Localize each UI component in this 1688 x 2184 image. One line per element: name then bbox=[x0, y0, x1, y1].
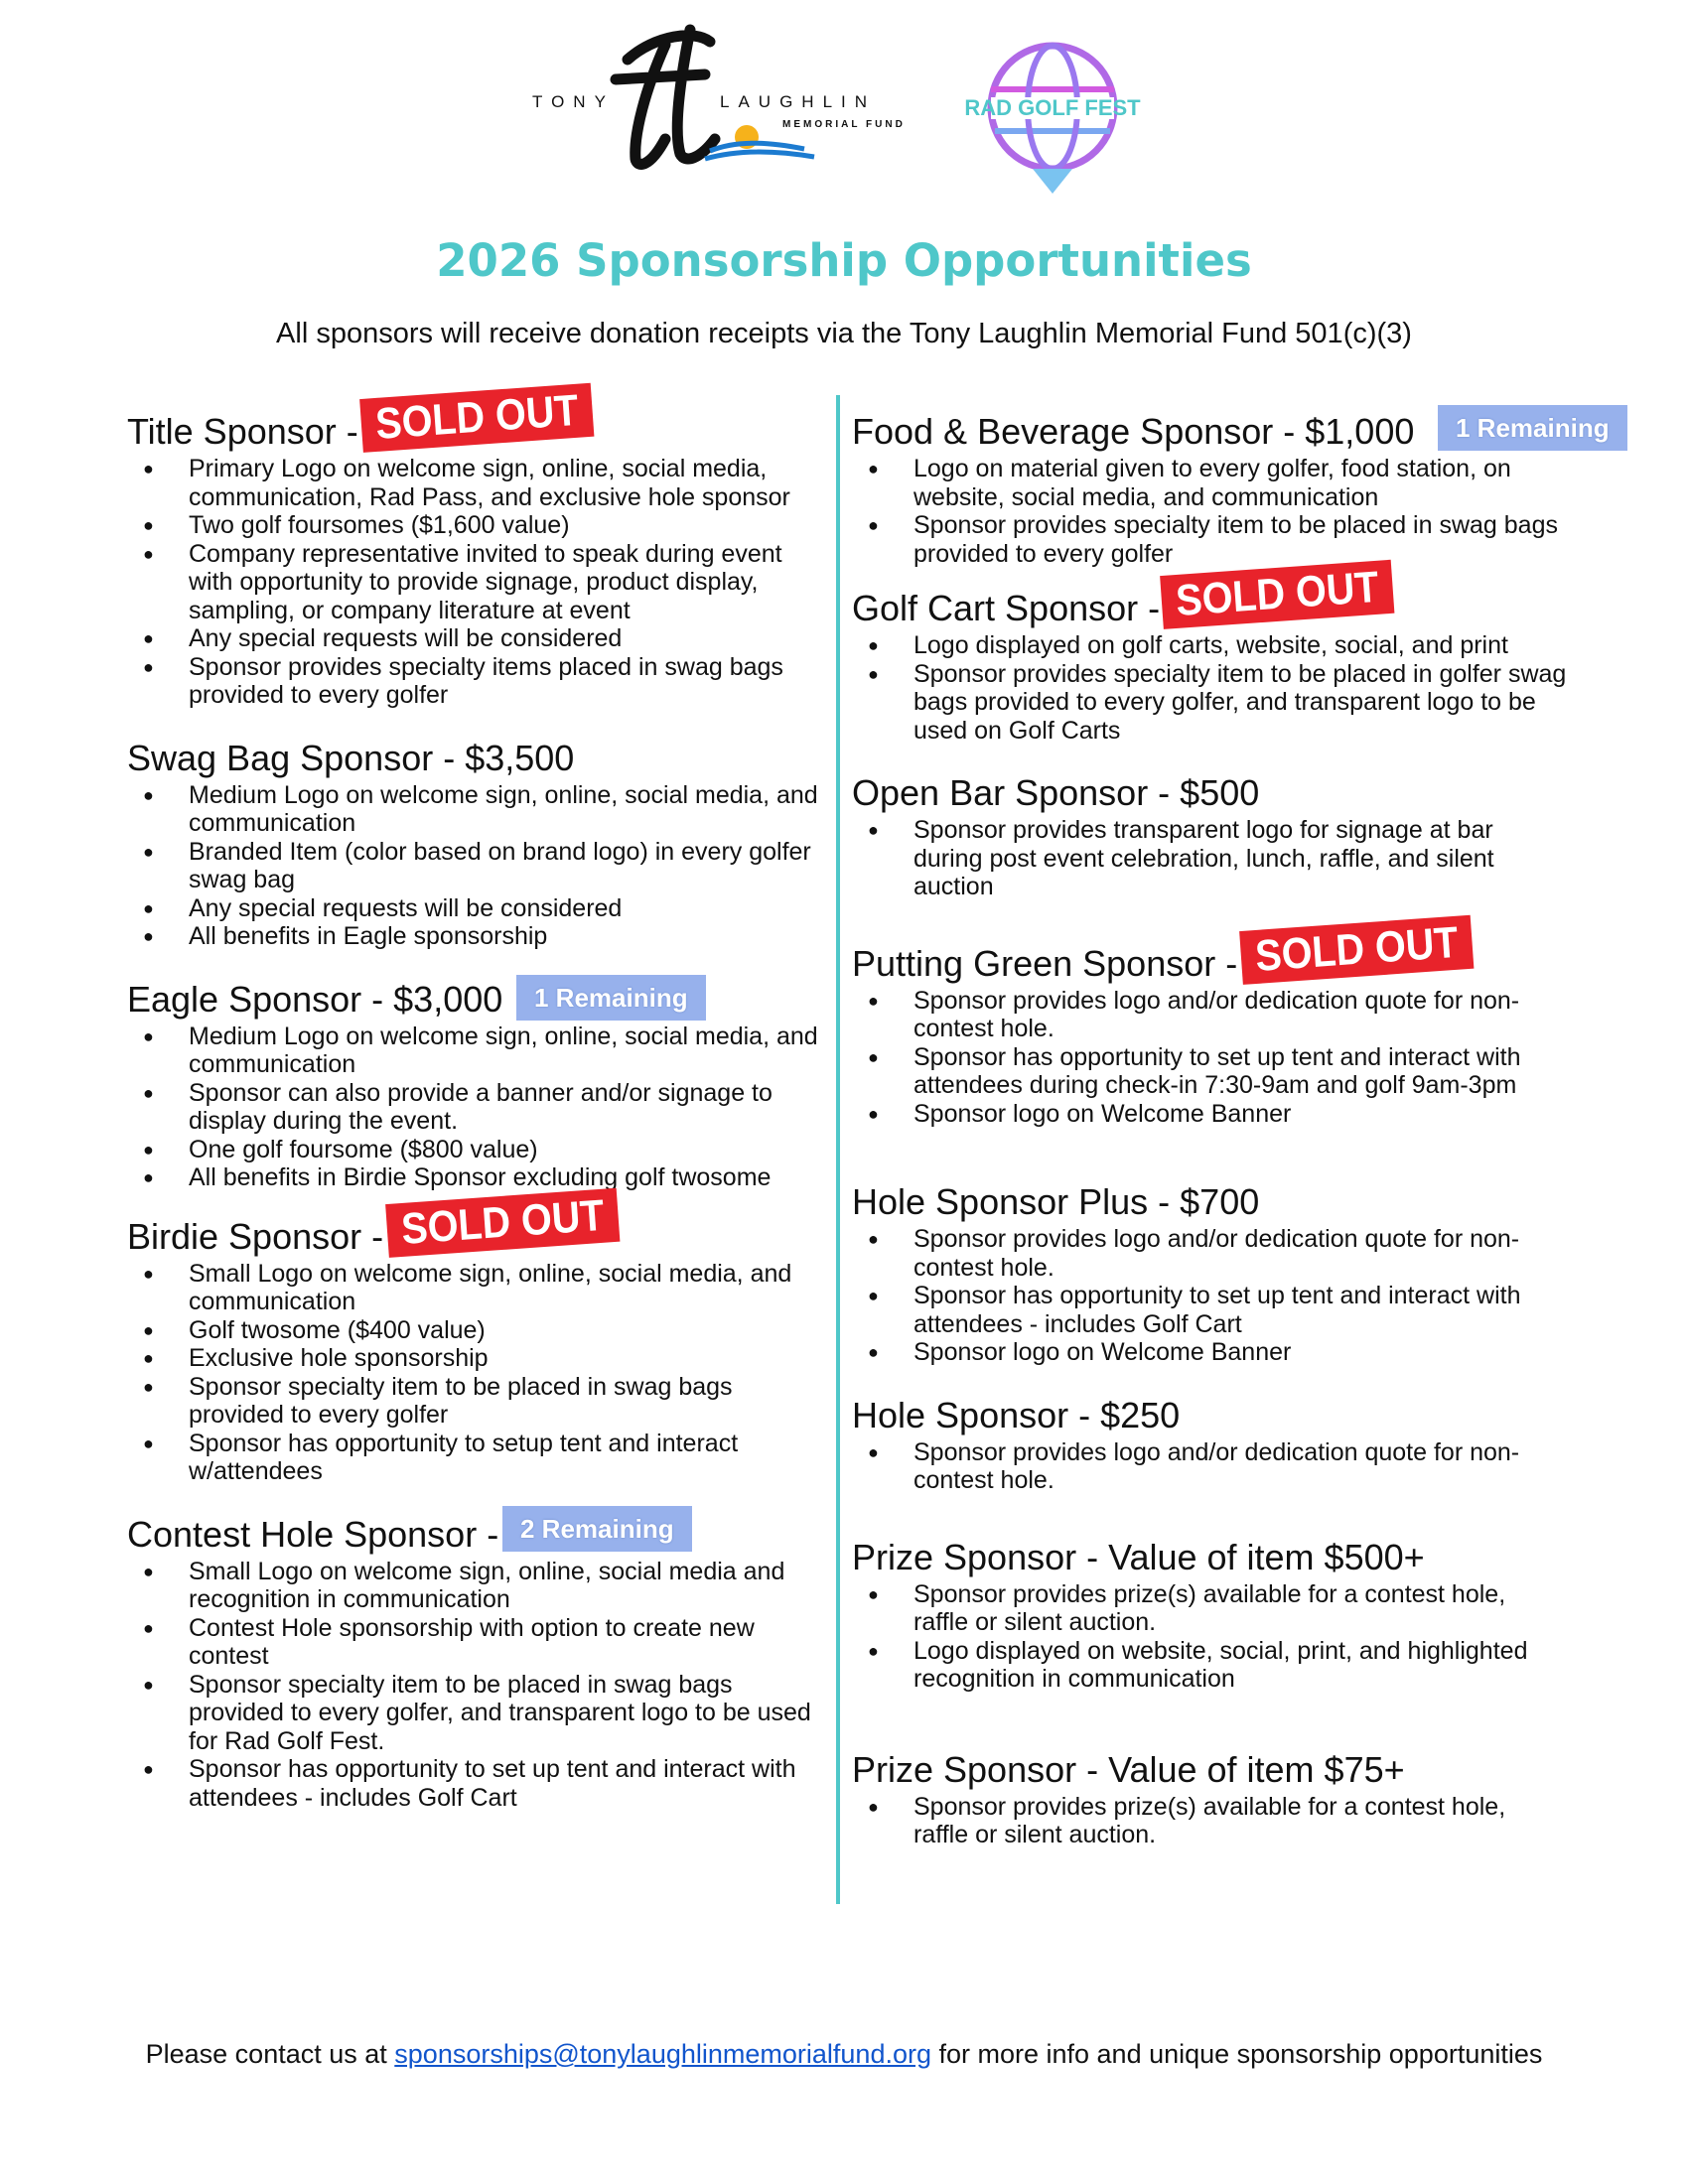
eagle-sponsor-section bbox=[127, 977, 822, 1192]
section-heading: Putting Green Sponsor - bbox=[852, 942, 1238, 984]
logo-mark-tl bbox=[616, 30, 715, 164]
section-heading: Hole Sponsor - $250 bbox=[852, 1394, 1181, 1435]
list-item: ● Sponsor has opportunity to set up tent and interact with attendees - includes Golf Cart bbox=[189, 1755, 822, 1812]
list-item: ● Sponsor logo on Welcome Banner bbox=[914, 1100, 1567, 1129]
footer-text-after: for more info and unique sponsorship opportunities bbox=[930, 2039, 1543, 2069]
benefit-list bbox=[127, 781, 822, 951]
section-heading: Golf Cart Sponsor - bbox=[852, 588, 1161, 628]
list-item: ● Sponsor provides prize(s) available for a contest hole, raffle or silent auction. bbox=[914, 1580, 1567, 1637]
benefit-list bbox=[852, 1225, 1567, 1367]
list-item: ● Logo on material given to every golfer, food station, on website, social media, and communication bbox=[914, 455, 1567, 511]
remaining-badge: 2 Remaining bbox=[502, 1506, 692, 1552]
prize-sponsor-500-section bbox=[852, 1535, 1567, 1694]
logo-text-tony: TONY bbox=[532, 92, 615, 111]
list-item: ● Sponsor provides transparent logo for signage at bar during post event celebration, lunch, raffle, and silent auction bbox=[914, 816, 1567, 901]
section-heading: Title Sponsor - bbox=[127, 411, 358, 452]
list-item: ● Sponsor specialty item to be placed in swag bags provided to every golfer, and transparent logo to be used for Rad Golf Fest. bbox=[189, 1671, 822, 1756]
page-subtitle: All sponsors will receive donation receipts via the Tony Laughlin Memorial Fund 501(c)(3) bbox=[276, 318, 1412, 349]
footer-text-before: Please contact us at bbox=[145, 2039, 395, 2069]
benefit-list bbox=[127, 1023, 822, 1192]
remaining-badge: 1 Remaining bbox=[1438, 405, 1627, 451]
putting-green-sponsor-section bbox=[852, 917, 1567, 1129]
logo-text-memorial-fund: MEMORIAL FUND bbox=[782, 119, 906, 130]
benefit-list bbox=[852, 1438, 1567, 1495]
section-heading: Hole Sponsor Plus - $700 bbox=[852, 1181, 1260, 1222]
left-column bbox=[127, 385, 822, 1812]
benefit-list bbox=[852, 1580, 1567, 1694]
sold-out-badge: SOLD OUT bbox=[385, 1187, 621, 1257]
list-item: ● All benefits in Birdie Sponsor excluding golf twosome bbox=[189, 1163, 822, 1192]
list-item: ● Branded Item (color based on brand logo) in every golfer swag bag bbox=[189, 838, 822, 894]
list-item: ● Sponsor provides specialty items placed in swag bags provided to every golfer bbox=[189, 653, 822, 710]
hole-sponsor-section bbox=[852, 1393, 1567, 1495]
section-heading: Swag Bag Sponsor - $3,500 bbox=[127, 737, 575, 778]
benefit-list bbox=[127, 1260, 822, 1486]
open-bar-sponsor-section bbox=[852, 770, 1567, 901]
title-sponsor-section bbox=[127, 385, 822, 710]
list-item: ● Sponsor provides specialty item to be placed in golfer swag bags provided to every golfer, and transparent logo to be used on Golf Carts bbox=[914, 660, 1567, 746]
section-heading: Eagle Sponsor - $3,000 bbox=[127, 978, 503, 1020]
benefit-list bbox=[852, 1793, 1567, 1849]
list-item: ● Sponsor provides logo and/or dedication quote for non-contest hole. bbox=[914, 987, 1567, 1043]
hole-sponsor-plus-section bbox=[852, 1179, 1567, 1367]
list-item: ● Sponsor logo on Welcome Banner bbox=[914, 1338, 1567, 1367]
tony-laughlin-logo bbox=[532, 30, 906, 164]
list-item: ● Medium Logo on welcome sign, online, social media, and communication bbox=[189, 781, 822, 838]
logo-text-laughlin: LAUGHLIN bbox=[720, 92, 877, 111]
rad-golf-fest-logo bbox=[964, 46, 1141, 194]
prize-sponsor-75-section bbox=[852, 1747, 1567, 1849]
section-heading: Open Bar Sponsor - $500 bbox=[852, 772, 1260, 813]
benefit-list bbox=[852, 631, 1567, 745]
column-divider bbox=[836, 395, 840, 1904]
list-item: ● Primary Logo on welcome sign, online, social media, communication, Rad Pass, and exclusive hole sponsor bbox=[189, 455, 822, 511]
section-heading: Contest Hole Sponsor - bbox=[127, 1513, 499, 1555]
list-item: ● Sponsor has opportunity to set up tent and interact with attendees during check-in 7:30-9am and golf 9am-3pm bbox=[914, 1043, 1567, 1100]
remaining-badge: 1 Remaining bbox=[516, 975, 706, 1021]
list-item: ● Sponsor specialty item to be placed in swag bags provided to every golfer bbox=[189, 1373, 822, 1430]
rad-golf-fest-text: RAD GOLF FEST bbox=[964, 95, 1141, 120]
right-column bbox=[852, 397, 1610, 1849]
section-heading: Prize Sponsor - Value of item $75+ bbox=[852, 1748, 1405, 1790]
contact-email-link[interactable]: sponsorships@tonylaughlinmemorialfund.org bbox=[394, 2039, 931, 2069]
benefit-list bbox=[127, 1558, 822, 1813]
list-item: ● Sponsor provides logo and/or dedication quote for non-contest hole. bbox=[914, 1225, 1567, 1282]
sold-out-badge: SOLD OUT bbox=[359, 383, 595, 453]
list-item: ● Small Logo on welcome sign, online, social media, and communication bbox=[189, 1260, 822, 1316]
benefit-list bbox=[852, 987, 1567, 1129]
list-item: ● Contest Hole sponsorship with option to create new contest bbox=[189, 1614, 822, 1671]
list-item: ● Company representative invited to speak during event with opportunity to provide signage, product display, sampling, or company literature at event bbox=[189, 540, 822, 625]
sold-out-badge: SOLD OUT bbox=[1239, 914, 1475, 984]
list-item: ● Logo displayed on website, social, print, and highlighted recognition in communication bbox=[914, 1637, 1567, 1694]
list-item: ● Sponsor has opportunity to set up tent and interact with attendees - includes Golf Cart bbox=[914, 1282, 1567, 1338]
logo-wave-icon bbox=[705, 143, 814, 159]
list-item: ● Two golf foursomes ($1,600 value) bbox=[189, 511, 822, 540]
benefit-list bbox=[127, 455, 822, 710]
list-item: ● Sponsor has opportunity to setup tent and interact w/attendees bbox=[189, 1430, 822, 1486]
list-item: ● Sponsor can also provide a banner and/or signage to display during the event. bbox=[189, 1079, 822, 1136]
benefit-list bbox=[852, 816, 1567, 901]
golf-cart-sponsor-section bbox=[852, 562, 1567, 745]
section-heading: Food & Beverage Sponsor - $1,000 bbox=[852, 411, 1415, 452]
list-item: ● Sponsor provides specialty item to be placed in swag bags provided to every golfer bbox=[914, 511, 1567, 568]
list-item: ● Sponsor provides logo and/or dedication quote for non-contest hole. bbox=[914, 1438, 1567, 1495]
benefit-list bbox=[852, 455, 1567, 568]
list-item: ● One golf foursome ($800 value) bbox=[189, 1136, 822, 1164]
list-item: ● Sponsor provides prize(s) available for a contest hole, raffle or silent auction. bbox=[914, 1793, 1567, 1849]
list-item: ● Exclusive hole sponsorship bbox=[189, 1344, 822, 1373]
header-logos bbox=[516, 20, 1172, 204]
birdie-sponsor-section bbox=[127, 1190, 822, 1486]
list-item: ● Medium Logo on welcome sign, online, social media, and communication bbox=[189, 1023, 822, 1079]
list-item: ● Golf twosome ($400 value) bbox=[189, 1316, 822, 1345]
list-item: ● All benefits in Eagle sponsorship bbox=[189, 922, 822, 951]
list-item: ● Logo displayed on golf carts, website, social, and print bbox=[914, 631, 1567, 660]
sold-out-badge: SOLD OUT bbox=[1160, 560, 1395, 629]
footer-contact bbox=[0, 2039, 1688, 2070]
page-title: 2026 Sponsorship Opportunities bbox=[436, 234, 1252, 287]
swag-bag-sponsor-section bbox=[127, 736, 822, 951]
food-beverage-sponsor-section bbox=[852, 409, 1610, 568]
list-item: ● Any special requests will be considered bbox=[189, 894, 822, 923]
section-heading: Prize Sponsor - Value of item $500+ bbox=[852, 1536, 1425, 1577]
list-item: ● Any special requests will be considered bbox=[189, 624, 822, 653]
list-item: ● Small Logo on welcome sign, online, social media and recognition in communication bbox=[189, 1558, 822, 1614]
contest-hole-sponsor-section bbox=[127, 1512, 822, 1813]
section-heading: Birdie Sponsor - bbox=[127, 1215, 384, 1257]
